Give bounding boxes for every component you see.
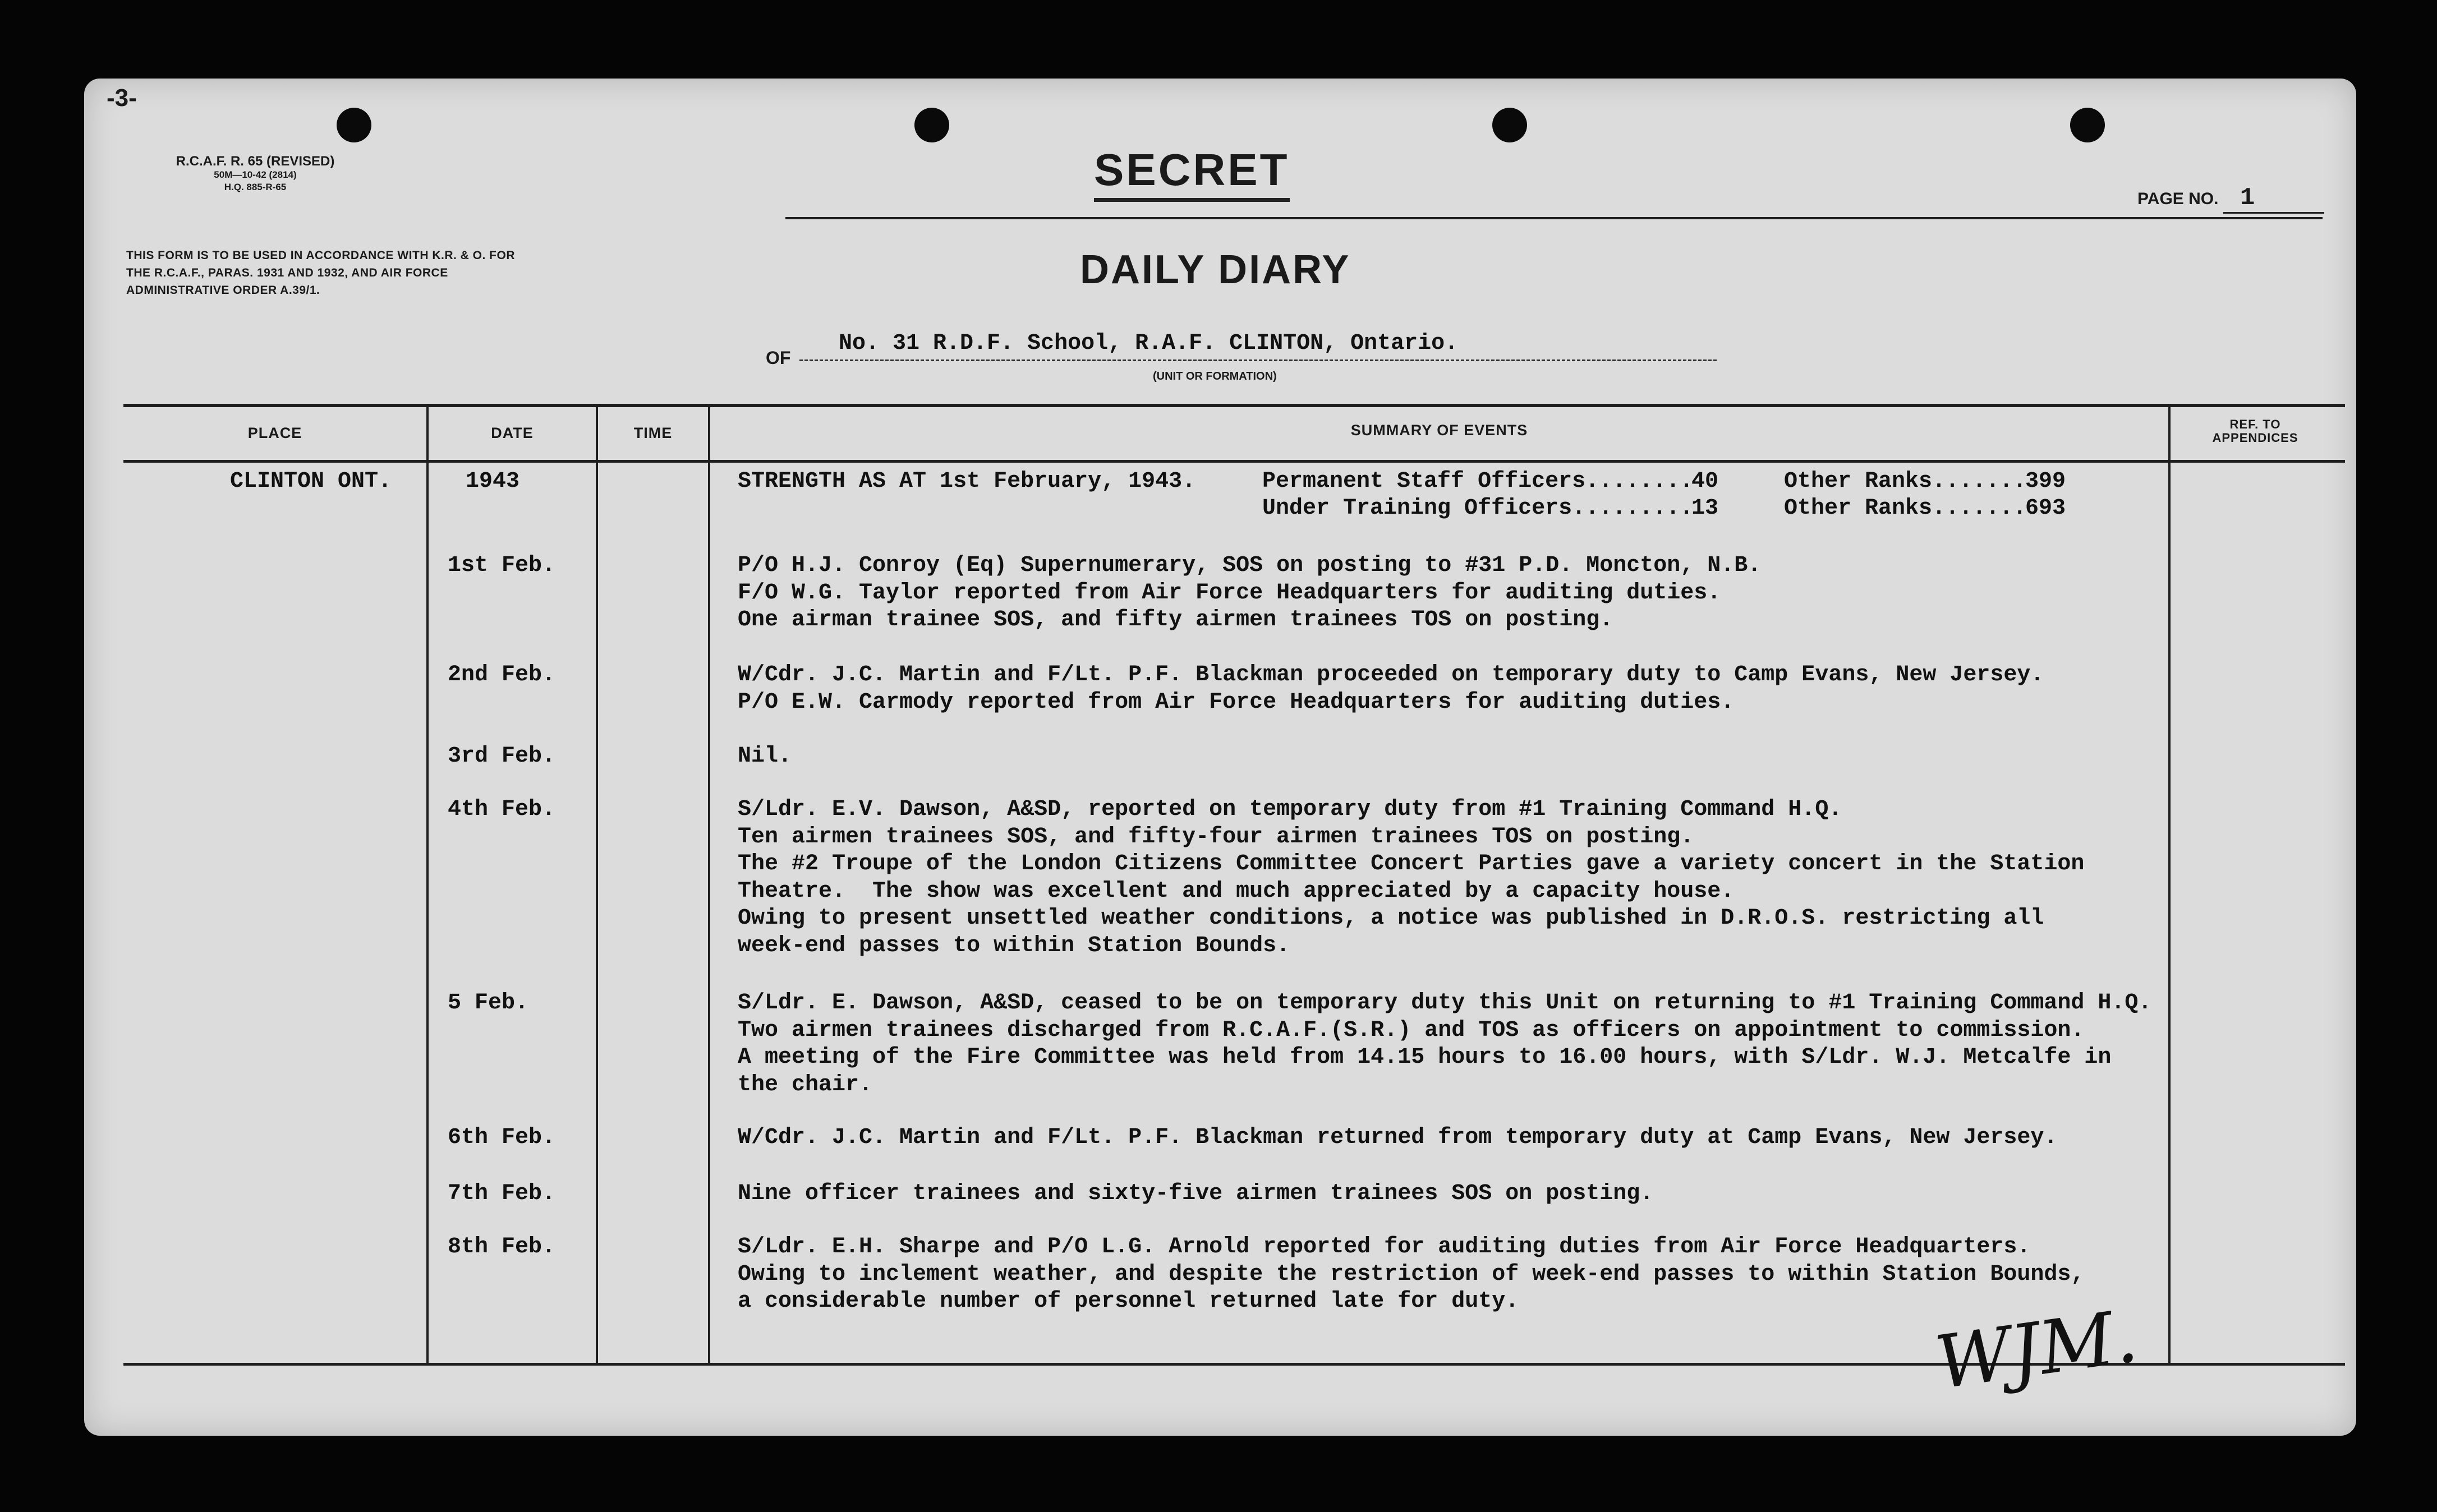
handwritten-initials: WJM. [1930, 1293, 2142, 1406]
entry-summary [738, 743, 2252, 771]
entry-line: S/Ldr. E. Dawson, A&SD, ceased to be on temporary duty this Unit on returning to #1 Training Command H.Q. [738, 990, 2152, 1016]
entry-line: week-end passes to within Station Bounds. [738, 933, 1290, 958]
entry-date: 5 Feb. [448, 990, 529, 1016]
column-header-time: TIME [633, 425, 673, 441]
form-id-title: R.C.A.F. R. 65 (REVISED) [176, 154, 335, 169]
entry-summary [738, 1234, 2252, 1316]
column-header-ref: REF. TO APPENDICES [2212, 417, 2298, 445]
entry-date: 2nd Feb. [448, 662, 556, 688]
table-head-rule [123, 460, 2345, 463]
entry-line: Owing to inclement weather, and despite the restriction of week-end passes to within Station Bounds, [738, 1261, 2085, 1287]
column-header-date: DATE [491, 425, 534, 441]
punch-hole [1492, 108, 1527, 142]
page-title: DAILY DIARY [1080, 247, 1351, 292]
entry-summary [738, 990, 2309, 1099]
entry-summary [738, 796, 2252, 960]
form-id [137, 154, 373, 193]
entry-line: Two airmen trainees discharged from R.C.A.F.(S.R.) and TOS as officers on appointment to commission. [738, 1017, 2085, 1043]
entry-line: A meeting of the Fire Committee was held from 14.15 hours to 16.00 hours, with S/Ldr. W.J. Metcalfe in [738, 1045, 2112, 1070]
entry-date: 4th Feb. [448, 797, 556, 822]
entry-summary [738, 552, 2252, 634]
classification-stamp: SECRET [1094, 143, 1290, 202]
diary-sheet [84, 79, 2356, 1436]
entry-line: Ten airmen trainees SOS, and fifty-four airmen trainees TOS on posting. [738, 824, 1694, 850]
entry-line: P/O E.W. Carmody reported from Air Force Headquarters for auditing duties. [738, 689, 1735, 715]
entry-line: Theatre. The show was excellent and much appreciated by a capacity house. [738, 878, 1735, 904]
header-rule [785, 217, 2323, 219]
entry-line: F/O W.G. Taylor reported from Air Force Headquarters for auditing duties. [738, 580, 1721, 606]
punch-hole [2070, 108, 2105, 142]
page-number-value: 1 [2223, 184, 2324, 214]
page-number-label: PAGE NO. [2137, 190, 2219, 208]
entry-date: 6th Feb. [448, 1125, 556, 1150]
entry-line: The #2 Troupe of the London Citizens Committee Concert Parties gave a variety concert in the Station [738, 851, 2085, 877]
entry-line: Owing to present unsettled weather conditions, a notice was published in D.R.O.S. restricting all [738, 906, 2044, 931]
column-header-place: PLACE [247, 425, 302, 441]
form-id-line: H.Q. 885-R-65 [224, 182, 287, 192]
strength-label: Under Training Officers......... [1262, 496, 1694, 521]
strength-officers: 40 [1691, 469, 1719, 494]
entry-line: W/Cdr. J.C. Martin and F/Lt. P.F. Blackman proceeded on temporary duty to Camp Evans, New Jersey. [738, 662, 2044, 688]
entry-line: the chair. [738, 1072, 873, 1098]
entry-summary [738, 1181, 2252, 1208]
entry-line: P/O H.J. Conroy (Eq) Supernumerary, SOS on posting to #31 P.D. Moncton, N.B. [738, 553, 1762, 578]
strength-other: 693 [2025, 496, 2066, 521]
column-header-summary: SUMMARY OF EVENTS [1350, 422, 1528, 439]
column-divider [426, 405, 429, 1365]
table-top-rule [123, 404, 2345, 407]
entry-line: W/Cdr. J.C. Martin and F/Lt. P.F. Blackman returned from temporary duty at Camp Evans, New Jersey. [738, 1125, 2058, 1150]
form-usage-note: THIS FORM IS TO BE USED IN ACCORDANCE WITH K.R. & O. FOR THE R.C.A.F., PARAS. 1931 AND 1932, AND AIR FORCE ADMINISTRATIVE ORDER A.39/1. [126, 249, 516, 297]
column-divider [596, 405, 598, 1365]
corner-mark: -3- [107, 84, 137, 112]
strength-label: Permanent Staff Officers........ [1262, 469, 1694, 494]
year-cell: 1943 [466, 469, 520, 494]
punch-hole [337, 108, 371, 142]
unit-caption: (UNIT OR FORMATION) [1153, 370, 1277, 382]
form-id-line: 50M—10-42 (2814) [214, 169, 297, 180]
unit-name: No. 31 R.D.F. School, R.A.F. CLINTON, Ontario. [799, 328, 1717, 361]
entry-line: One airman trainee SOS, and fifty airmen trainees TOS on posting. [738, 607, 1613, 633]
entry-date: 3rd Feb. [448, 744, 556, 769]
page-number [2137, 184, 2324, 214]
strength-other-label: Other Ranks....... [1784, 469, 2027, 494]
entry-date: 7th Feb. [448, 1181, 556, 1206]
entry-summary [738, 662, 2252, 716]
strength-other: 399 [2025, 469, 2066, 494]
entry-line: S/Ldr. E.V. Dawson, A&SD, reported on temporary duty from #1 Training Command H.Q. [738, 797, 1842, 822]
strength-other-label: Other Ranks....... [1784, 496, 2027, 521]
column-divider [708, 405, 710, 1365]
strength-heading: STRENGTH AS AT 1st February, 1943. [738, 469, 1196, 494]
strength-officers: 13 [1691, 496, 1719, 521]
entry-date: 8th Feb. [448, 1234, 556, 1260]
entry-date: 1st Feb. [448, 553, 556, 578]
of-label: OF [766, 348, 791, 368]
entry-line: Nil. [738, 744, 792, 769]
place-cell: CLINTON ONT. [230, 469, 392, 494]
entry-line: S/Ldr. E.H. Sharpe and P/O L.G. Arnold reported for auditing duties from Air Force Headquarters. [738, 1234, 2031, 1260]
entry-line: a considerable number of personnel returned late for duty. [738, 1289, 1519, 1314]
punch-hole [914, 108, 949, 142]
entry-line: Nine officer trainees and sixty-five airmen trainees SOS on posting. [738, 1181, 1654, 1206]
entry-summary [738, 1124, 2252, 1152]
